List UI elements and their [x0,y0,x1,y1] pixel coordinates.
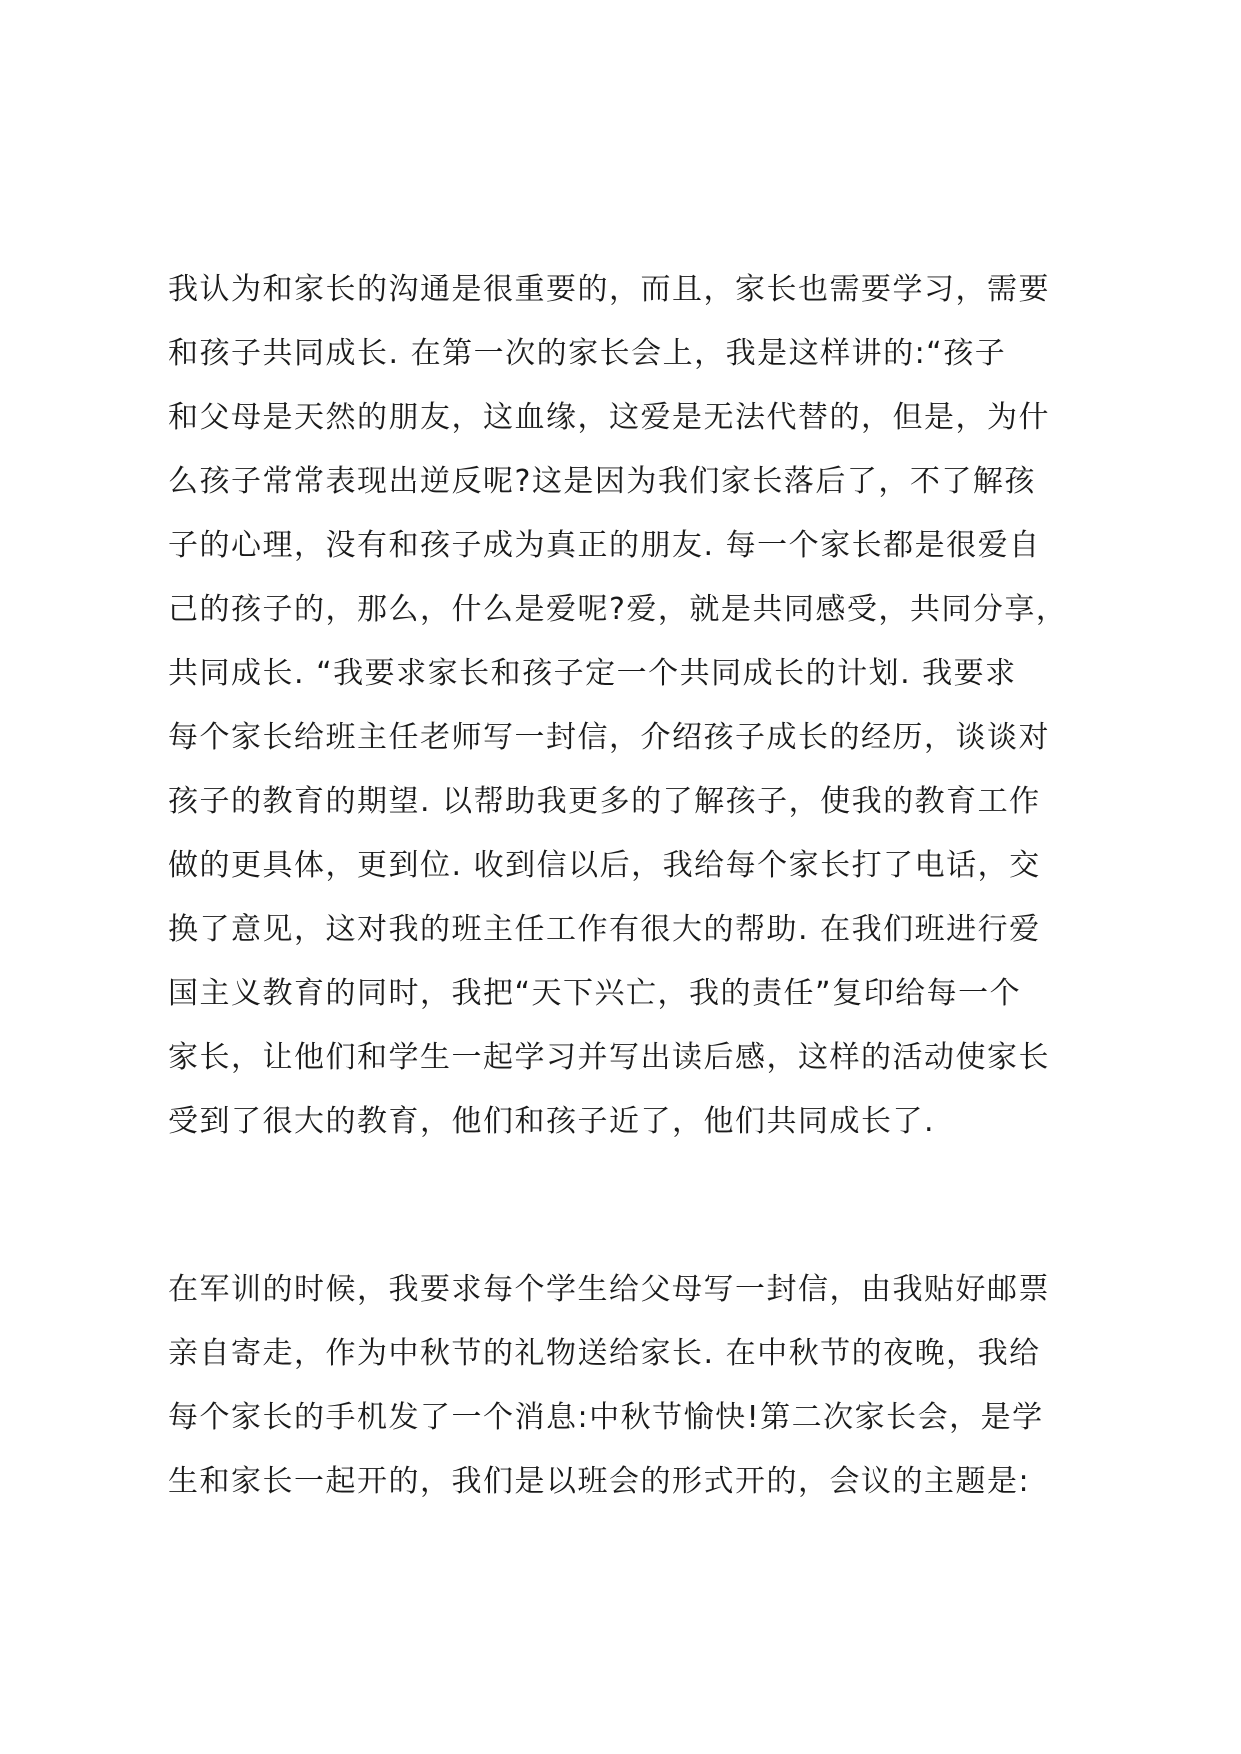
text-line: 每个家长的手机发了一个消息:中秋节愉快!第二次家长会，是学 [168,1400,1044,1435]
text-line: 家长，让他们和学生一起学习并写出读后感，这样的活动使家长 [168,1040,1050,1075]
text-line: 在军训的时候，我要求每个学生给父母写一封信，由我贴好邮票 [168,1272,1050,1307]
text-line: 共同成长. “我要求家长和孩子定一个共同成长的计划. 我要求 [168,656,1017,691]
text-line: 受到了很大的教育，他们和孩子近了，他们共同成长了. [168,1104,936,1139]
text-line: 生和家长一起开的，我们是以班会的形式开的，会议的主题是: [168,1464,1031,1499]
paragraph-parent-communication [168,258,1088,1154]
text-line: 做的更具体，更到位. 收到信以后，我给每个家长打了电话，交 [168,848,1041,883]
text-line: 子的心理，没有和孩子成为真正的朋友. 每一个家长都是很爱自 [168,528,1041,563]
text-line: 国主义教育的同时，我把“天下兴亡，我的责任”复印给每一个 [168,976,1022,1011]
text-line: 我认为和家长的沟通是很重要的，而且，家长也需要学习，需要 [168,272,1050,307]
text-line: 孩子的教育的期望. 以帮助我更多的了解孩子，使我的教育工作 [168,784,1041,819]
text-line: 己的孩子的，那么，什么是爱呢?爱，就是共同感受，共同分享， [168,592,1068,627]
text-line: 和父母是天然的朋友，这血缘，这爱是无法代替的，但是，为什 [168,400,1050,435]
text-line: 亲自寄走，作为中秋节的礼物送给家长. 在中秋节的夜晚，我给 [168,1336,1041,1371]
text-line: 每个家长给班主任老师写一封信，介绍孩子成长的经历，谈谈对 [168,720,1050,755]
paragraph-military-training [168,1258,1088,1514]
text-line: 和孩子共同成长. 在第一次的家长会上，我是这样讲的:“孩子 [168,336,1007,371]
text-line: 么孩子常常表现出逆反呢?这是因为我们家长落后了，不了解孩 [168,464,1036,499]
text-line: 换了意见，这对我的班主任工作有很大的帮助. 在我们班进行爱 [168,912,1041,947]
